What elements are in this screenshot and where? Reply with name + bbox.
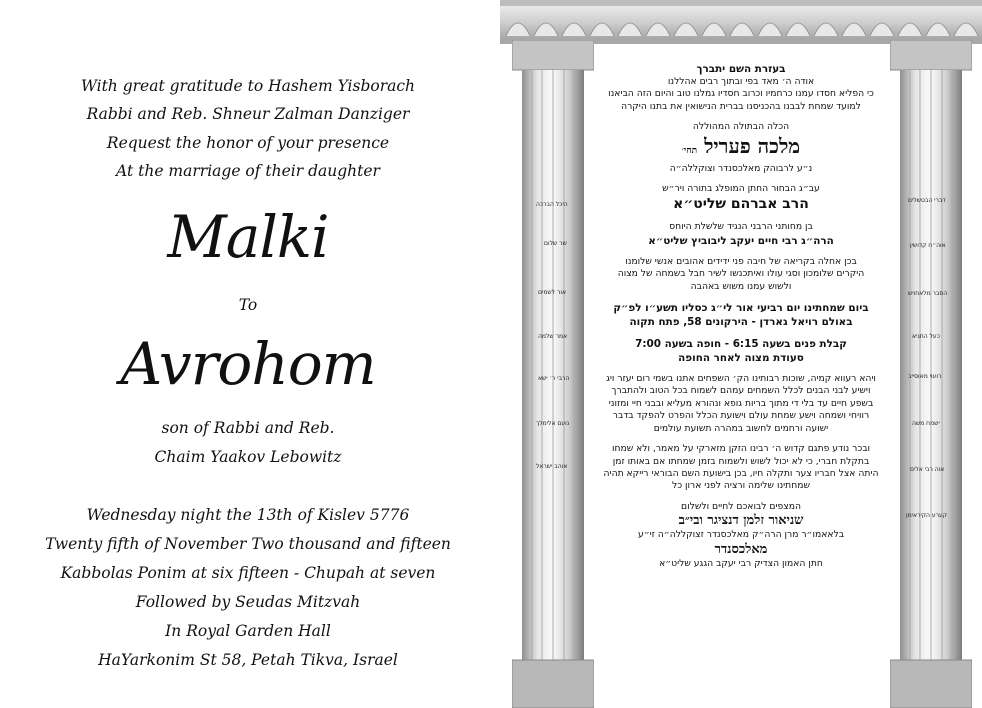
to-text: To <box>238 296 258 314</box>
hebrew-blessing2-1: ובכר נודע פתגם קדוש ה׳ רבינו הזקן מזארקי על מאמר, ולא שמחו <box>611 443 871 455</box>
detail-times: Kabbolas Ponim at six fifteen - Chupah at seven <box>60 564 436 582</box>
hebrew-bride-suffix: תחי׳ <box>681 145 698 156</box>
intro-line-3: Request the honor of your presence <box>106 134 390 152</box>
hebrew-invite-3: ולשוש עמנו משוש באהבה <box>690 280 792 292</box>
hebrew-blessing2-3: היתה אצל חבריו צער ותקלה חיו, בכן בישועת השם הבוראי רייקא תהיה <box>603 467 879 479</box>
hebrew-blessing2-2: בתקלת חברי, כי לא יכול לשוש ולשמוח בזמן שמחתו אם באותו זמן <box>612 455 870 467</box>
scroll-left-5: הרבי ר׳ ישא <box>538 375 570 382</box>
hebrew-date-1: ביום שמחתינו יום רביעי אור לי״ג כסליו תשע״ו לפ״ק <box>613 302 869 315</box>
hebrew-signature-name: שניאור זלמן דנציגר ובי״ב <box>678 513 804 529</box>
intro-line-2: Rabbi and Reb. Shneur Zalman Danziger <box>86 105 410 123</box>
hebrew-groom-name: הרב אברהם שליט״א <box>673 196 809 213</box>
intro-line-1: With great gratitude to Hashem Yisborach <box>80 77 416 95</box>
hebrew-invitation-text <box>592 62 890 570</box>
scroll-left-2: שר שלום <box>544 240 567 247</box>
scroll-right-7: אוה רבי אלים <box>910 466 945 473</box>
hebrew-opening-3: כי הפליא חסדו עמנו כרחמיו וכרוב חסדיו גמלנו טוב והיום הזה הביאנו <box>608 88 874 100</box>
scroll-left-1: היכל הברכה <box>536 201 568 208</box>
scroll-right-2: אוה״ח קדושין <box>910 242 946 249</box>
hebrew-opening-4: למועד שמחת לבבנו בהכניסנו בברית הנישואין את בתנו היקרה <box>621 100 861 112</box>
hebrew-signature-line2: בלאאמו״ר מרן הרה״ק מאלכסנדר זצוקללה״ה זי״ע <box>637 529 845 541</box>
hebrew-times-2: סעודת מצוה לאחר החופה <box>678 352 804 365</box>
hebrew-blessing1-5: ישועה ורחמים לחשוב במהרה תשועת עולמים <box>653 422 829 434</box>
hebrew-invite-1: בכן אחלה בקריאה של חיבה פני ידידים אהובים אנשי שלומנו <box>625 255 857 267</box>
arch-frieze <box>500 0 982 44</box>
hebrew-groom-parents-title: בן מחותני הרבני הנגיד שלשלת היוחס <box>669 221 813 233</box>
bride-name: Malki <box>167 203 329 271</box>
hebrew-invite-2: היקרים שלומכון וסגי עולו ואיתכנשו לשיר חבל בשמחה של מצוה <box>617 268 865 280</box>
hebrew-closing: המצפים לבואכם לחיים ולשלום <box>681 500 801 512</box>
hebrew-blessing1-4: רוויחי ושמחה וישע שמחת עולם וישועת הכלל והפרט להפקד בדבר <box>612 410 870 422</box>
scroll-left-3: אור לשמים <box>538 289 566 296</box>
hebrew-date-2: באולם רויאל גארדן - הירקונים 58, פתח תקוה <box>629 316 853 329</box>
scroll-right-5: רועוי מאוסייב <box>908 373 942 380</box>
hebrew-groom-title: עב״ג הבחור החתן המופלג בתורה ויר״ש <box>662 183 820 195</box>
scroll-right-6: ישמח משה <box>912 420 940 427</box>
hebrew-blessing1-1: ויהא רעווא קמיה, שוכות רבותינו הק׳ השפחים אתנו בשמי רום יעזר ויג <box>606 373 876 385</box>
hebrew-groom-parents: הרה״ג רבי חיים יעקב ליבוביץ שליט״א <box>648 234 834 247</box>
groom-name: Avrohom <box>120 330 376 398</box>
hebrew-bride-title: הכלה הבתולה המהוללה <box>692 121 790 133</box>
scroll-left-4: אמר שלמה <box>538 333 568 340</box>
left-column <box>512 40 594 708</box>
scroll-right-4: כעל התניא <box>912 333 940 340</box>
hebrew-times-1: קבלת פנים בשעה 6:15 - חופה בשעה 7:00 <box>635 338 847 351</box>
hebrew-blessing2-4: שמחתינו שלימה ורציה לפני ארון כל <box>672 480 810 492</box>
detail-venue: In Royal Garden Hall <box>165 622 331 640</box>
intro-line-4: At the marriage of their daughter <box>116 162 380 180</box>
scroll-right-1: דברי הבטשלים <box>908 197 946 204</box>
hebrew-opening-2: אודה ה׳ מאד בפי ובתוך רבים אהללנו <box>667 76 815 87</box>
groom-parents-2: Chaim Yaakov Lebowitz <box>154 448 342 466</box>
hebrew-blessing1-2: וישיע לבני הבנים לכלל השמחים עמהם לשמוח בכל הטוב ולהתברך <box>611 385 871 397</box>
hebrew-signature-place: מאלכסנדר <box>714 541 768 557</box>
hebrew-blessing1-3: בשפע חיים עד בלי די מתוך בריות גופא ונהורא מעליא ובבני חיי ומזוני <box>608 397 874 409</box>
hebrew-signature-line3: חתן האמון הצדיק רבי יעקב הגגע שליט״א <box>659 557 823 569</box>
hebrew-opening-1: בעזרת השם יתברך <box>696 63 786 75</box>
detail-address: HaYarkonim St 58, Petah Tikva, Israel <box>98 651 398 669</box>
hebrew-panel <box>500 0 982 708</box>
detail-seudah: Followed by Seudas Mitzvah <box>135 593 361 611</box>
scroll-left-6: נועם אלימלך <box>536 420 570 427</box>
hebrew-bride-line2: נ״ע לרבוהק מאלכסנדר וצוקללה״ה <box>669 162 813 174</box>
detail-date-english: Twenty fifth of November Two thousand and fifteen <box>45 535 451 553</box>
scroll-right-3: הסבר מלאחויש <box>908 290 948 297</box>
scroll-right-8: קערע הקיראימן <box>906 512 948 519</box>
scroll-left-7: אוהב ישראל <box>536 463 568 470</box>
hebrew-bride-name: מלכה פעריל <box>704 133 801 158</box>
groom-parents-1: son of Rabbi and Reb. <box>161 419 335 437</box>
detail-date-hebrew: Wednesday night the 13th of Kislev 5776 <box>86 506 410 524</box>
